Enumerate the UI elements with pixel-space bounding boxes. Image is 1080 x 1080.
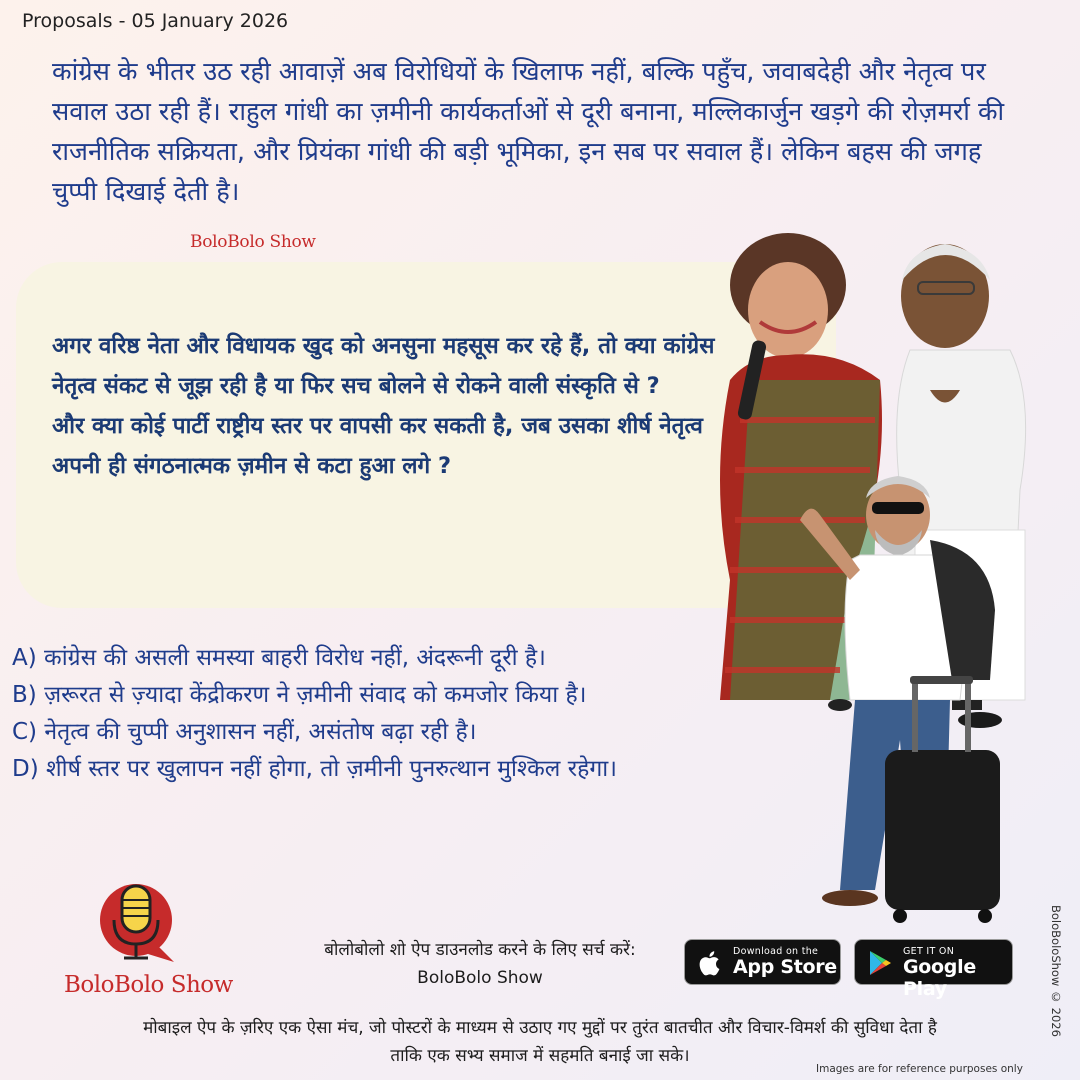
question-text — [52, 326, 732, 486]
watermark-text: BoloBolo Show — [190, 232, 316, 252]
app-store-small-label: Download on the — [733, 946, 819, 957]
logo-wordmark: BoloBolo Show — [64, 972, 233, 998]
google-play-button[interactable] — [854, 939, 1013, 1000]
option-d[interactable]: D) शीर्ष स्तर पर खुलापन नहीं होगा, तो ज़मीनी पुनरुत्थान मुश्किल रहेगा। — [12, 756, 617, 782]
options-list — [12, 640, 792, 788]
download-line-2: BoloBolo Show — [417, 968, 543, 988]
app-store-label: App Store — [733, 956, 837, 978]
download-line-1: बोलोबोलो शो ऐप डाउनलोड करने के लिए सर्च करें: — [324, 940, 636, 960]
app-store-button[interactable] — [684, 939, 841, 985]
apple-icon — [697, 949, 723, 977]
footer-text — [40, 1014, 1040, 1070]
footer-line-1: मोबाइल ऐप के ज़रिए एक ऐसा मंच, जो पोस्टरों के माध्यम से उठाए गए मुद्दों पर तुरंत बातचीत और विचार-विमर्श की सुविधा देता है — [143, 1018, 937, 1038]
option-c[interactable]: C) नेतृत्व की चुप्पी अनुशासन नहीं, असंतोष बढ़ा रही है। — [12, 719, 477, 745]
download-instructions — [290, 936, 670, 992]
footer-line-2: ताकि एक सभ्य समाज में सहमति बनाई जा सके। — [390, 1046, 690, 1066]
option-a[interactable]: A) कांग्रेस की असली समस्या बाहरी विरोध नहीं, अंदरूनी दूरी है। — [12, 645, 546, 671]
question-paragraph-1: अगर वरिष्ठ नेता और विधायक खुद को अनसुना महसूस कर रहे हैं, तो क्या कांग्रेस नेतृत्व संकट से जूझ रही है या फिर सच बोलने से रोकने वाली संस्कृति से ? — [52, 333, 715, 399]
disclaimer-text: Images are for reference purposes only — [816, 1063, 1023, 1075]
option-b[interactable]: B) ज़रूरत से ज़्यादा केंद्रीकरण ने ज़मीनी संवाद को कमजोर किया है। — [12, 682, 587, 708]
google-play-small-label: GET IT ON — [903, 946, 955, 957]
google-play-label: Google Play — [903, 956, 976, 1000]
play-triangle-icon — [867, 949, 893, 977]
politicians-illustration — [690, 230, 1080, 930]
question-paragraph-2: और क्या कोई पार्टी राष्ट्रीय स्तर पर वापसी कर सकती है, जब उसका शीर्ष नेतृत्व अपनी ही संगठनात्मक ज़मीन से कटा हुआ लगे ? — [52, 413, 703, 479]
intro-paragraph: कांग्रेस के भीतर उठ रही आवाज़ें अब विरोधियों के खिलाफ नहीं, बल्कि पहुँच, जवाबदेही और नेतृत्व पर सवाल उठा रही हैं। राहुल गांधी का ज़मीनी कार्यकर्ताओं से दूरी बनाना, मल्लिकार्जुन खड़गे की रोज़मर्रा की राजनीतिक सक्रियता, और प्रियंका गांधी की बड़ी भूमिका, इन सब पर सवाल हैं। लेकिन बहस की जगह चुप्पी दिखाई देती है। — [52, 57, 1005, 207]
copyright-vertical: BoloBoloShow © 2026 — [1049, 905, 1063, 1037]
date-header: Proposals - 05 January 2026 — [22, 10, 289, 32]
